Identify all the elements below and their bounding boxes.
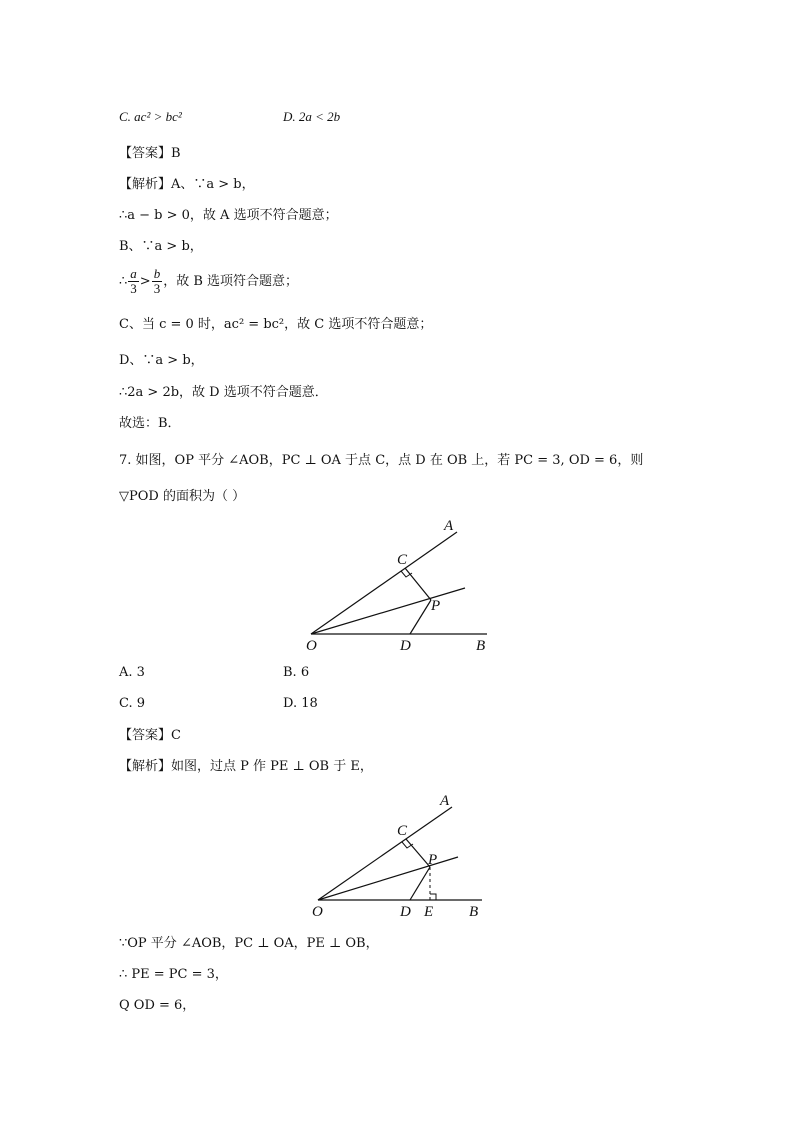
fraction-numerator: a (130, 266, 137, 281)
q7-option-a: A. 3 (119, 665, 145, 680)
label-p: P (428, 852, 438, 868)
fraction-numerator: b (153, 266, 161, 281)
q6-option-c: C. ac² > bc² (119, 109, 182, 124)
q7-figure (295, 512, 500, 657)
label-o: O (306, 638, 317, 654)
q7-answer: 【答案】C (119, 728, 181, 743)
q6-solution-a1: 【解析】A、∵a > b， (119, 177, 255, 192)
fraction-a-over-3 (128, 267, 139, 296)
q6-solution-d2: ∴2a > 2b，故 D 选项不符合题意． (119, 385, 328, 400)
fraction-b-over-3 (152, 267, 163, 296)
q6-solution-b1: B、∵a > b， (119, 239, 203, 254)
label-o: O (312, 904, 323, 920)
label-d: D (400, 638, 411, 654)
segment-pc (406, 839, 430, 867)
q7-option-d: D. 18 (283, 696, 318, 711)
segment-pd (410, 600, 431, 634)
q6-solution-c: C、当 c = 0 时，ac² = bc²，故 C 选项不符合题意； (119, 317, 433, 332)
q6-answer: 【答案】B (119, 146, 181, 161)
segment-pc (405, 568, 431, 600)
label-b: B (469, 904, 479, 920)
q7-stem-line1: 7. 如图，OP 平分 ∠AOB，PC ⊥ OA 于点 C，点 D 在 OB 上，若 PC = 3, OD = 6，则 (119, 453, 644, 468)
q6-option-d: D. 2a < 2b (283, 109, 341, 124)
q7-solution-figure (300, 787, 495, 922)
right-angle-mark (401, 571, 412, 577)
q6-solution-a2: ∴a − b > 0，故 A 选项不符合题意； (119, 208, 338, 223)
q7-stem-line2: ▽POD 的面积为（ ） (119, 489, 246, 504)
label-b: B (476, 638, 486, 654)
q6-solution-b2-text: ，故 B 选项符合题意； (163, 274, 299, 289)
label-c: C (397, 823, 408, 839)
segment-pd (410, 867, 430, 900)
fraction-denominator: 3 (153, 281, 161, 296)
ray-op (311, 588, 465, 634)
therefore-symbol: ∴ (119, 274, 128, 289)
q6-conclusion: 故选：B． (119, 416, 181, 431)
label-a: A (444, 518, 454, 534)
q6-solution-b2 (119, 266, 298, 298)
label-p: P (431, 598, 441, 614)
q7-option-b: B. 6 (283, 665, 310, 680)
q7-solution-2: ∵OP 平分 ∠AOB，PC ⊥ OA，PE ⊥ OB， (119, 936, 379, 951)
q7-solution-1: 【解析】如图，过点 P 作 PE ⊥ OB 于 E， (119, 759, 373, 774)
greater-than-symbol: > (139, 274, 151, 289)
ray-oa (311, 532, 457, 634)
right-angle-mark-c (402, 842, 413, 848)
q7-solution-3: ∴ PE = PC = 3， (119, 967, 228, 982)
q7-option-c: C. 9 (119, 696, 146, 711)
q6-solution-d1: D、∵a > b， (119, 353, 204, 368)
label-a: A (440, 793, 450, 809)
label-e: E (424, 904, 434, 920)
fraction-denominator: 3 (130, 281, 137, 296)
q7-solution-4: Q OD = 6， (119, 998, 196, 1013)
label-d: D (400, 904, 411, 920)
label-c: C (397, 552, 408, 568)
right-angle-mark-e (430, 894, 436, 900)
